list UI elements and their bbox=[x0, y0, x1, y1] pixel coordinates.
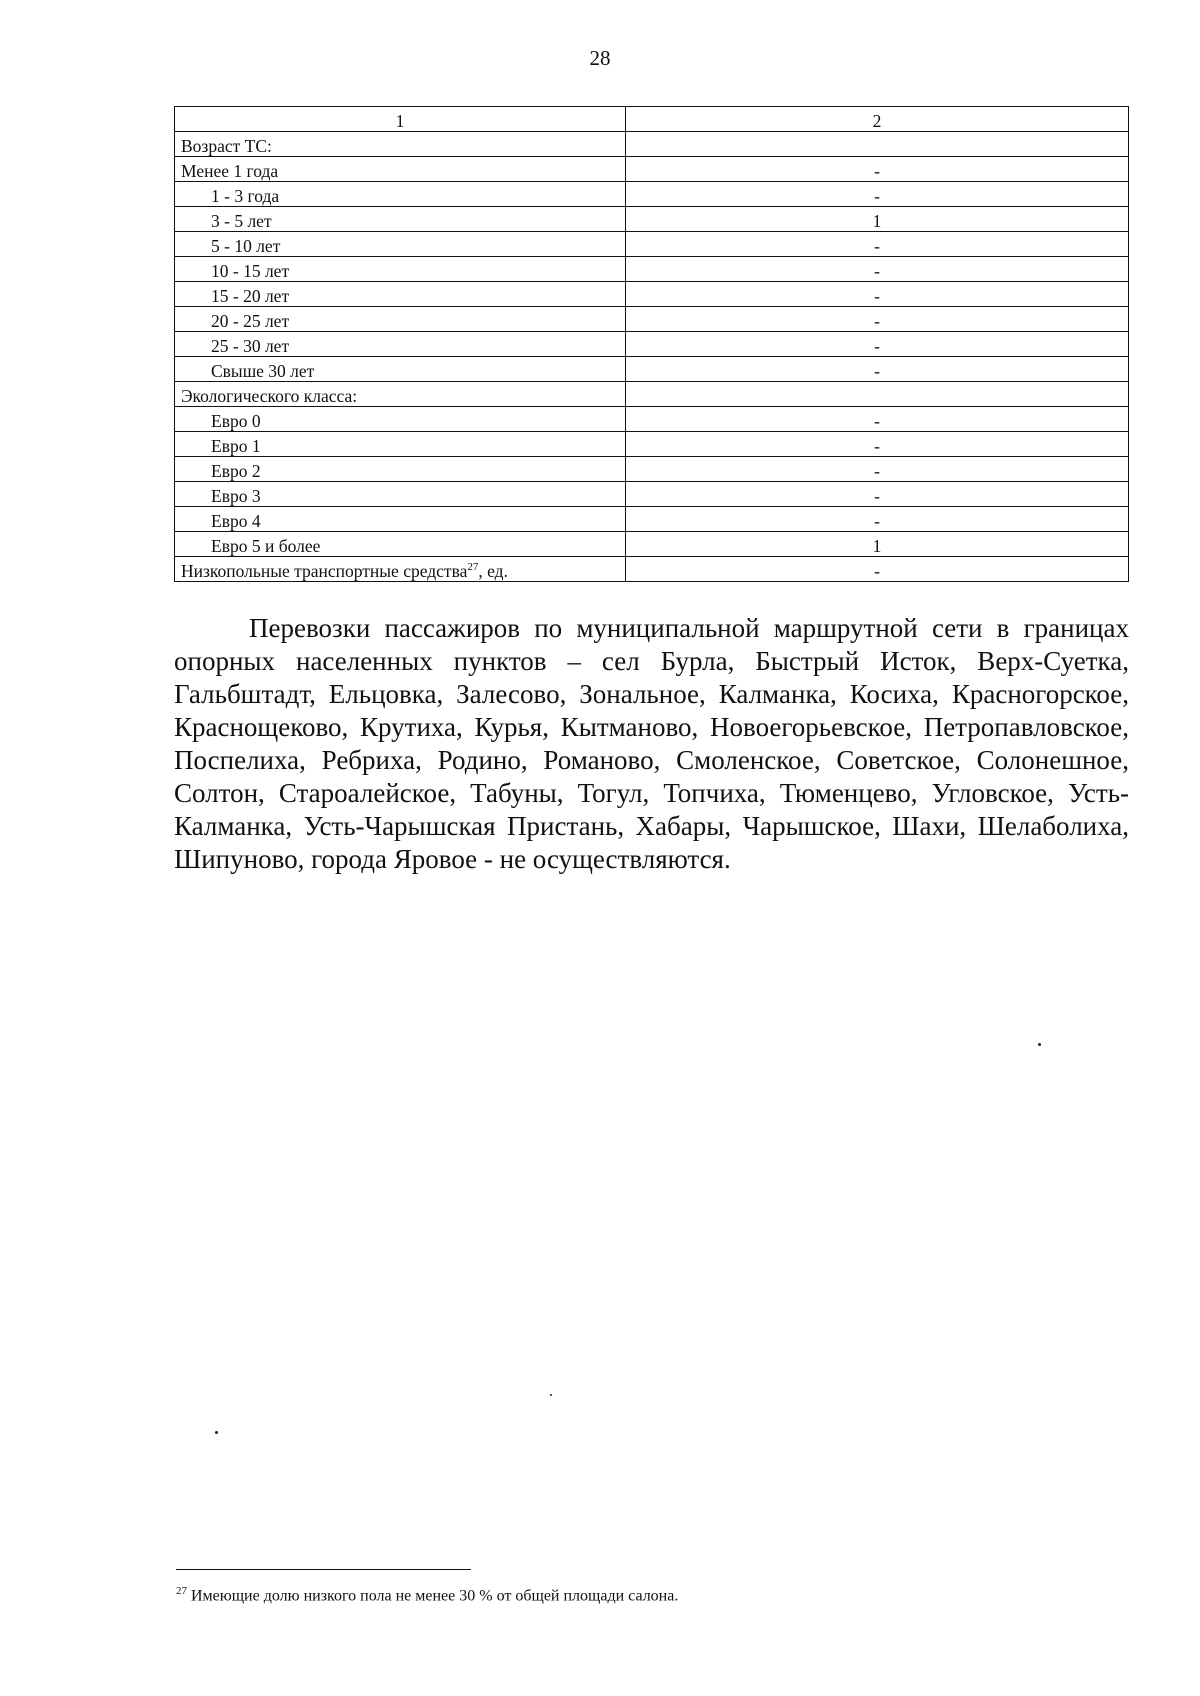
row-label-suffix: , ед. bbox=[478, 560, 508, 581]
table-row bbox=[175, 407, 1129, 432]
table-row bbox=[175, 232, 1129, 257]
table-header-row bbox=[175, 107, 1129, 132]
vehicle-stats-table bbox=[174, 106, 1129, 582]
scan-speck bbox=[550, 1394, 552, 1396]
table-row bbox=[175, 332, 1129, 357]
page-number: 28 bbox=[589, 46, 611, 70]
footnote bbox=[176, 1585, 678, 1605]
row-label bbox=[175, 357, 626, 382]
row-label bbox=[175, 282, 626, 307]
row-label bbox=[175, 232, 626, 257]
row-label bbox=[175, 307, 626, 332]
row-label bbox=[175, 132, 626, 157]
row-value: - bbox=[626, 557, 1129, 582]
row-value: - bbox=[626, 482, 1129, 507]
scan-speck bbox=[1038, 1043, 1041, 1046]
row-value: 1 bbox=[626, 207, 1129, 232]
row-label-text: 15 - 20 лет bbox=[211, 285, 290, 306]
footnote-reference: 27 bbox=[467, 560, 479, 573]
row-label bbox=[175, 457, 626, 482]
row-label-text: 20 - 25 лет bbox=[211, 310, 290, 331]
row-value: - bbox=[626, 257, 1129, 282]
footnote-marker: 27 bbox=[176, 1585, 187, 1597]
row-value: - bbox=[626, 507, 1129, 532]
table-row bbox=[175, 357, 1129, 382]
row-value: 1 bbox=[626, 532, 1129, 557]
table-row bbox=[175, 257, 1129, 282]
row-value: - bbox=[626, 457, 1129, 482]
row-label-text: 3 - 5 лет bbox=[211, 210, 272, 231]
table-row bbox=[175, 307, 1129, 332]
row-value: - bbox=[626, 282, 1129, 307]
row-value: - bbox=[626, 407, 1129, 432]
row-value: - bbox=[626, 232, 1129, 257]
row-value: - bbox=[626, 182, 1129, 207]
row-label-text: 10 - 15 лет bbox=[211, 260, 290, 281]
row-label bbox=[175, 257, 626, 282]
column-header-2: 2 bbox=[626, 107, 1129, 132]
footnote-text: Имеющие долю низкого пола не менее 30 % от общей площади салона. bbox=[191, 1587, 679, 1605]
table-row bbox=[175, 382, 1129, 407]
row-label bbox=[175, 157, 626, 182]
row-label bbox=[175, 407, 626, 432]
row-label-text: Экологического класса: bbox=[181, 385, 358, 406]
row-label bbox=[175, 332, 626, 357]
table-row bbox=[175, 457, 1129, 482]
row-label bbox=[175, 432, 626, 457]
row-value bbox=[626, 382, 1129, 407]
table-row bbox=[175, 432, 1129, 457]
body-paragraph: Перевозки пассажиров по муниципальной маршрутной сети в границах опорных населенных пунктов – сел Бурла, Быстрый Исток, Верх-Суетка, Гальбштадт, Ельцовка, Залесово, Зональное, Калманка, Косиха, Красногорское, Краснощеково, Крутиха, Курья, Кытманово, Новоегорьевское, Петропавловское, Поспелиха, Ребриха, Родино, Романово, Смоленское, Советское, Солонешное, Солтон, Староалейское, Табуны, Тогул, Топчиха, Тюменцево, Угловское, Усть-Калманка, Усть-Чарышская Пристань, Хабары, Чарышское, Шахи, Шелаболиха, Шипуново, города Яровое - не осуществляются. bbox=[174, 613, 1129, 874]
row-value: - bbox=[626, 157, 1129, 182]
row-label-text: 1 - 3 года bbox=[211, 185, 280, 206]
row-label-text: Возраст ТС: bbox=[181, 135, 272, 156]
row-label-text: Евро 4 bbox=[211, 510, 261, 531]
row-label-text: Евро 3 bbox=[211, 485, 261, 506]
row-label bbox=[175, 207, 626, 232]
table-row bbox=[175, 182, 1129, 207]
table-row bbox=[175, 532, 1129, 557]
row-label bbox=[175, 557, 626, 582]
table-row bbox=[175, 207, 1129, 232]
row-label bbox=[175, 532, 626, 557]
row-label bbox=[175, 182, 626, 207]
row-value: - bbox=[626, 332, 1129, 357]
table-row bbox=[175, 482, 1129, 507]
row-label-text: Евро 0 bbox=[211, 410, 261, 431]
row-value bbox=[626, 132, 1129, 157]
row-value: - bbox=[626, 357, 1129, 382]
row-label bbox=[175, 382, 626, 407]
row-value: - bbox=[626, 307, 1129, 332]
row-label-text: Евро 5 и более bbox=[211, 535, 321, 556]
table-row bbox=[175, 157, 1129, 182]
scan-speck bbox=[215, 1431, 218, 1434]
footnote-divider bbox=[176, 1569, 471, 1570]
row-label-text: Свыше 30 лет bbox=[211, 360, 315, 381]
row-label-text: Низкопольные транспортные средства bbox=[181, 560, 468, 581]
table-row bbox=[175, 507, 1129, 532]
row-label bbox=[175, 482, 626, 507]
table-row bbox=[175, 132, 1129, 157]
row-label-text: 5 - 10 лет bbox=[211, 235, 281, 256]
column-header-1: 1 bbox=[175, 107, 626, 132]
row-value: - bbox=[626, 432, 1129, 457]
row-label-text: 25 - 30 лет bbox=[211, 335, 290, 356]
row-label-text: Евро 2 bbox=[211, 460, 261, 481]
table-row bbox=[175, 557, 1129, 582]
row-label-text: Евро 1 bbox=[211, 435, 261, 456]
table-row bbox=[175, 282, 1129, 307]
row-label bbox=[175, 507, 626, 532]
row-label-text: Менее 1 года bbox=[181, 160, 279, 181]
